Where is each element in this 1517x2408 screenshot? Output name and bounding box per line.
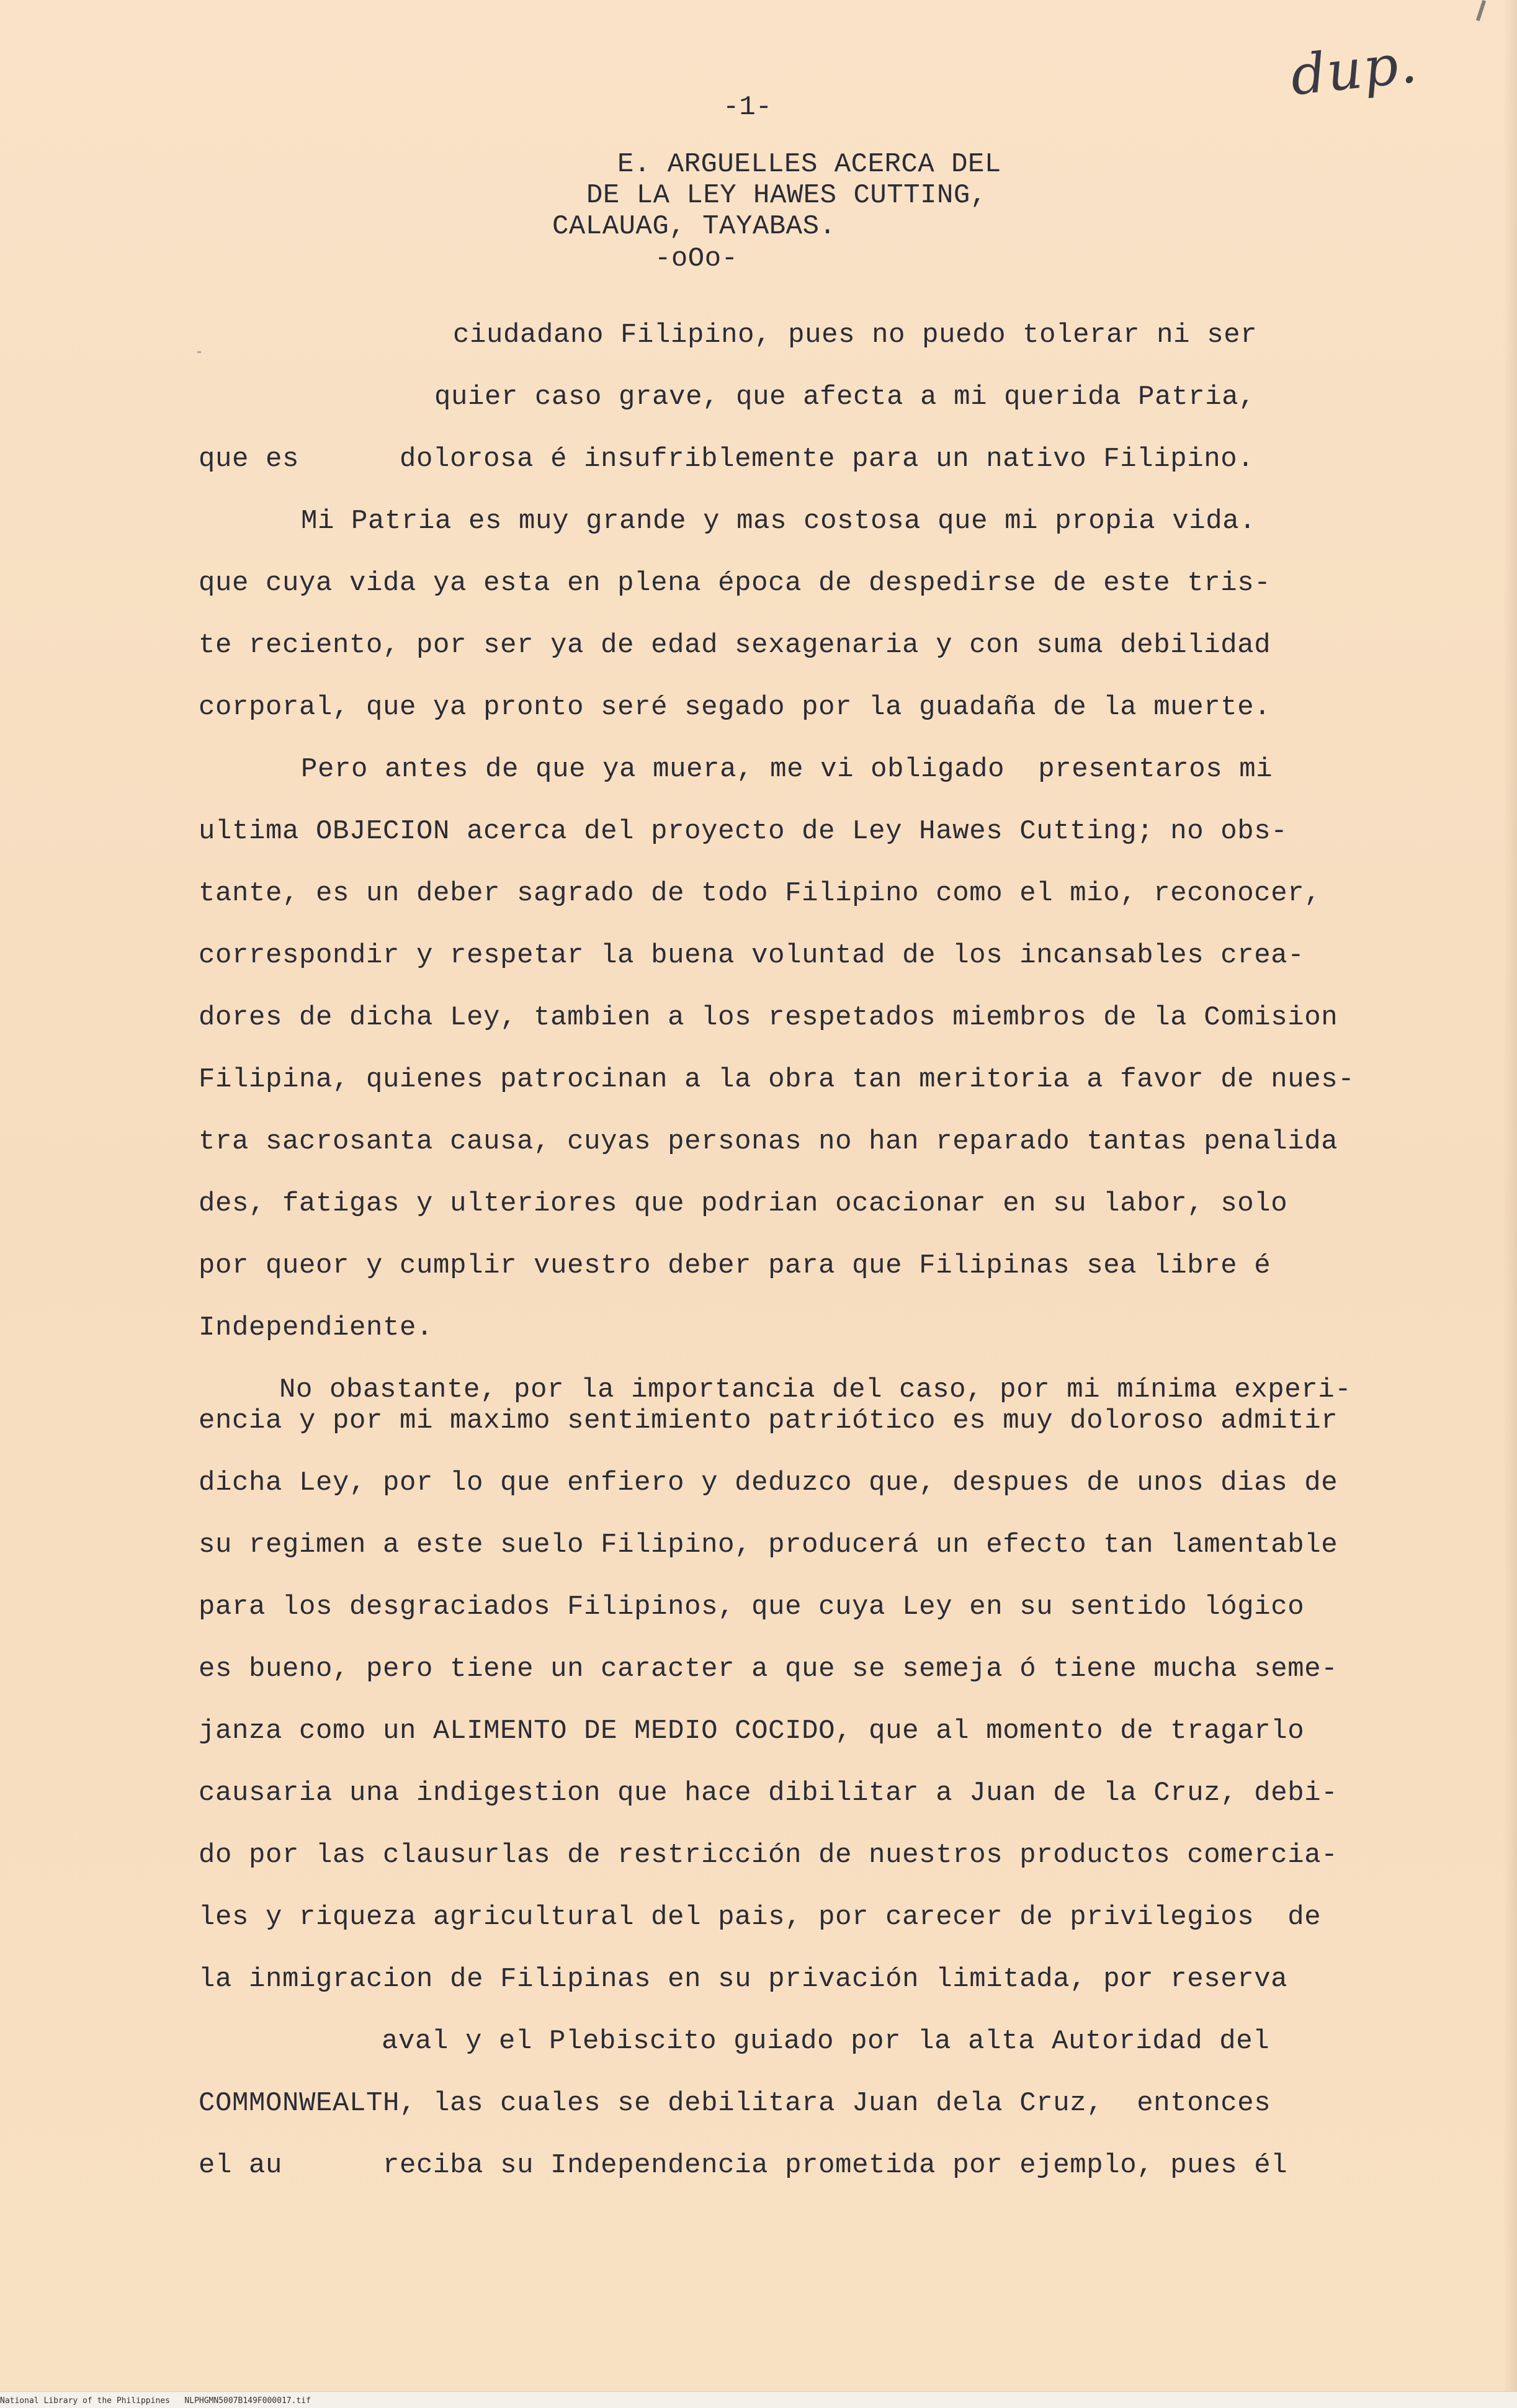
body-line: su regimen a este suelo Filipino, producerá un efecto tan lamentable <box>199 1529 1338 1560</box>
page-edge-shadow <box>1503 0 1517 2408</box>
body-line: que cuya vida ya esta en plena época de despedirse de este tris- <box>199 568 1271 599</box>
heading-line: DE LA LEY HAWES CUTTING, <box>586 180 987 211</box>
body-line: tante, es un deber sagrado de todo Filipino como el mio, reconocer, <box>199 878 1322 909</box>
body-line: do por las clausurlas de restricción de nuestros productos comercia- <box>199 1840 1338 1871</box>
body-line: Mi Patria es muy grande y mas costosa que mi propia vida. <box>301 506 1256 537</box>
ink-speck <box>197 351 201 353</box>
scan-footer <box>0 2391 1517 2408</box>
body-line: quier caso grave, que afecta a mi querida Patria, <box>434 382 1256 413</box>
body-line: la inmigracion de Filipinas en su privación limitada, por reserva <box>199 1964 1288 1995</box>
body-line: Pero antes de que ya muera, me vi obligado presentaros mi <box>301 754 1273 785</box>
body-line: que es dolorosa é insufriblemente para un nativo Filipino. <box>199 444 1255 475</box>
body-line: Filipina, quienes patrocinan a la obra tan meritoria a favor de nues- <box>199 1064 1355 1095</box>
body-line: encia y por mi maximo sentimiento patriótico es muy doloroso admitir <box>199 1405 1338 1436</box>
body-line: Independiente. <box>199 1312 434 1343</box>
body-line: les y riqueza agricultural del pais, por carecer de privilegios de <box>199 1902 1322 1933</box>
body-line: el au reciba su Independencia prometida por ejemplo, pues él <box>199 2150 1288 2181</box>
body-line: ciudadano Filipino, pues no puedo tolerar ni ser <box>453 320 1258 351</box>
heading-line: CALAUAG, TAYABAS. <box>552 211 836 242</box>
body-line: correspondir y respetar la buena voluntad de los incansables crea- <box>199 940 1305 971</box>
body-line: causaria una indigestion que hace dibilitar a Juan de la Cruz, debi- <box>199 1778 1338 1809</box>
body-line: dores de dicha Ley, tambien a los respetados miembros de la Comision <box>199 1002 1338 1033</box>
body-line: janza como un ALIMENTO DE MEDIO COCIDO, que al momento de tragarlo <box>199 1716 1305 1747</box>
body-line: dicha Ley, por lo que enfiero y deduzco que, despues de unos dias de <box>199 1467 1338 1498</box>
heading-line: -oOo- <box>655 243 738 274</box>
body-line: ultima OBJECION acerca del proyecto de Ley Hawes Cutting; no obs- <box>199 816 1288 847</box>
body-line: No obastante, por la importancia del caso, por mi mínima experi- <box>279 1374 1352 1405</box>
body-line: para los desgraciados Filipinos, que cuya Ley en su sentido lógico <box>199 1591 1305 1622</box>
body-line: te reciento, por ser ya de edad sexagenaria y con suma debilidad <box>199 630 1271 661</box>
body-line: corporal, que ya pronto seré segado por la guadaña de la muerte. <box>199 692 1271 723</box>
body-line: por queor y cumplir vuestro deber para que Filipinas sea libre é <box>199 1250 1271 1281</box>
body-line: des, fatigas y ulteriores que podrian ocacionar en su labor, solo <box>199 1188 1288 1219</box>
handwritten-annotation: dup. <box>1287 30 1421 108</box>
page-number: -1- <box>723 92 772 123</box>
body-line: tra sacrosanta causa, cuyas personas no han reparado tantas penalida <box>199 1126 1338 1157</box>
scan-footer-text: National Library of the Philippines NLPHGMN5007B149F000017.tif <box>0 2396 311 2406</box>
body-line: es bueno, pero tiene un caracter a que se semeja ó tiene mucha seme- <box>199 1654 1338 1685</box>
pen-mark <box>1476 0 1486 21</box>
heading-line: E. ARGUELLES ACERCA DEL <box>617 149 1001 180</box>
body-line: aval y el Plebiscito guiado por la alta Autoridad del <box>382 2026 1270 2057</box>
body-line: COMMONWEALTH, las cuales se debilitara Juan dela Cruz, entonces <box>199 2088 1271 2119</box>
